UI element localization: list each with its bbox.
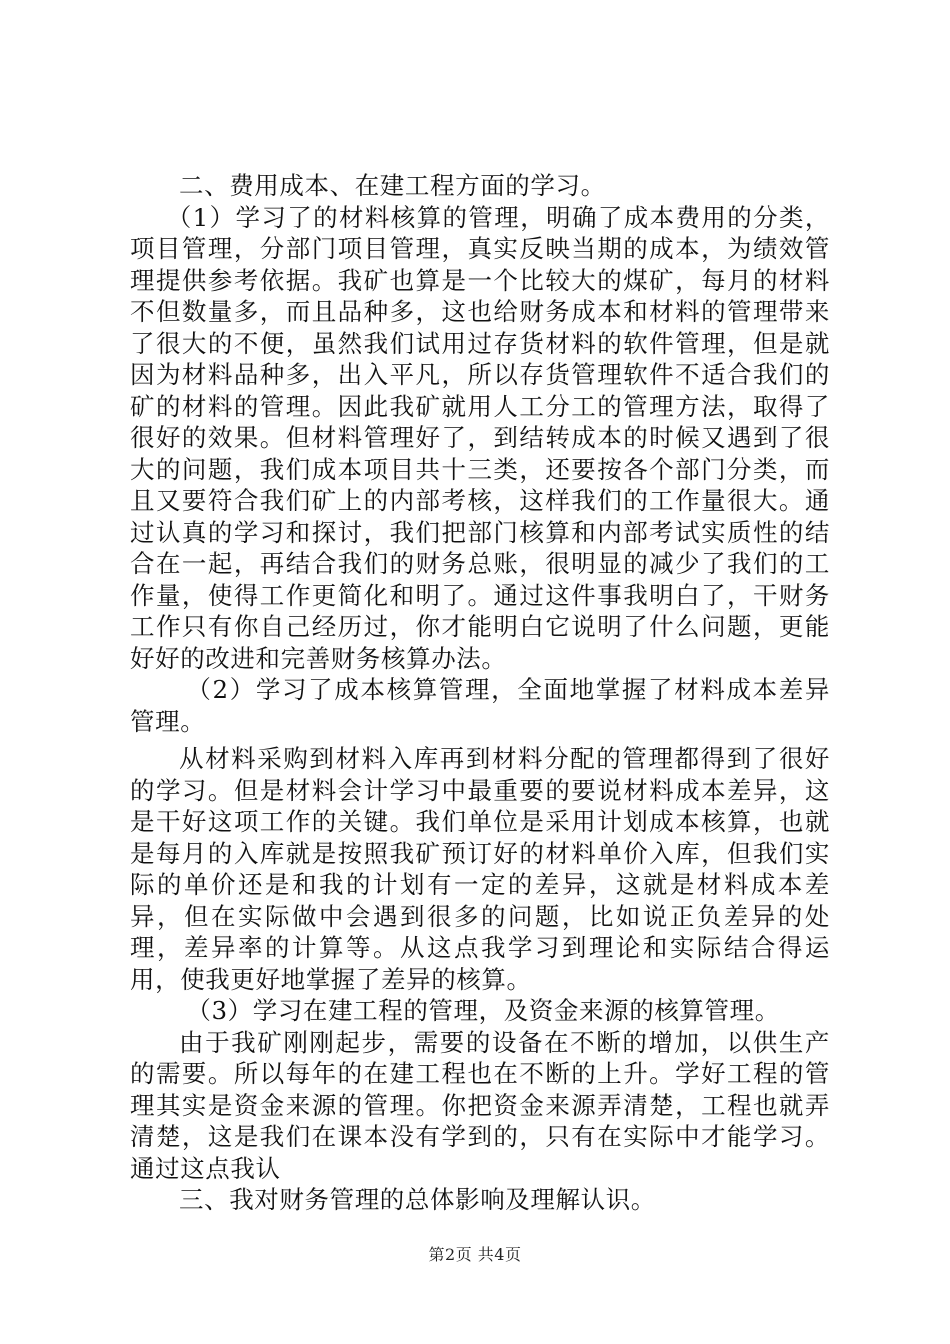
section-heading-2: 二、费用成本、在建工程方面的学习。 (179, 171, 606, 200)
paragraph-item-2: （2）学习了成本核算管理，全面地掌握了材料成本差异管理。 (130, 675, 830, 736)
paragraph-construction: 由于我矿刚刚起步，需要的设备在不断的增加，以供生产的需要。所以每年的在建工程也在不断的上升。学好工程的管理其实是资金来源的管理。你把资金来源弄清楚，工程也就弄清楚，这是我们在课本没有学到的，只有在实际中才能学习。通过这点我认 (130, 1027, 830, 1183)
document-body (130, 170, 830, 1216)
page-footer: 第2页 共4页 (428, 1245, 522, 1264)
section-heading-3: 三、我对财务管理的总体影响及理解认识。 (179, 1185, 656, 1214)
paragraph-material-variance: 从材料采购到材料入库再到材料分配的管理都得到了很好的学习。但是材料会计学习中最重要的要说材料成本差异，这是干好这项工作的关键。我们单位是采用计划成本核算，也就是每月的入库就是按照我矿预订好的材料单价入库，但我们实际的单价还是和我的计划有一定的差异，这就是材料成本差异，但在实际做中会遇到很多的问题，比如说正负差异的处理，差异率的计算等。从这点我学习到理论和实际结合得运用，使我更好地掌握了差异的核算。 (130, 744, 830, 994)
paragraph-item-3: （3）学习在建工程的管理，及资金来源的核算管理。 (186, 996, 780, 1025)
paragraph-item-1: （1）学习了的材料核算的管理，明确了成本费用的分类，项目管理，分部门项目管理，真实反映当期的成本，为绩效管理提供参考依据。我矿也算是一个比较大的煤矿，每月的材料不但数量多，而且品种多，这也给财务成本和材料的管理带来了很大的不便，虽然我们试用过存货材料的软件管理，但是就因为材料品种多，出入平凡，所以存货管理软件不适合我们的矿的材料的管理。因此我矿就用人工分工的管理方法，取得了很好的效果。但材料管理好了，到结转成本的时候又遇到了很大的问题，我们成本项目共十三类，还要按各个部门分类，而且又要符合我们矿上的内部考核，这样我们的工作量很大。通过认真的学习和探讨，我们把部门核算和内部考试实质性的结合在一起，再结合我们的财务总账，很明显的减少了我们的工作量，使得工作更简化和明了。通过这件事我明白了，干财务工作只有你自己经历过，你才能明白它说明了什么问题，更能好好的改进和完善财务核算办法。 (130, 202, 830, 673)
